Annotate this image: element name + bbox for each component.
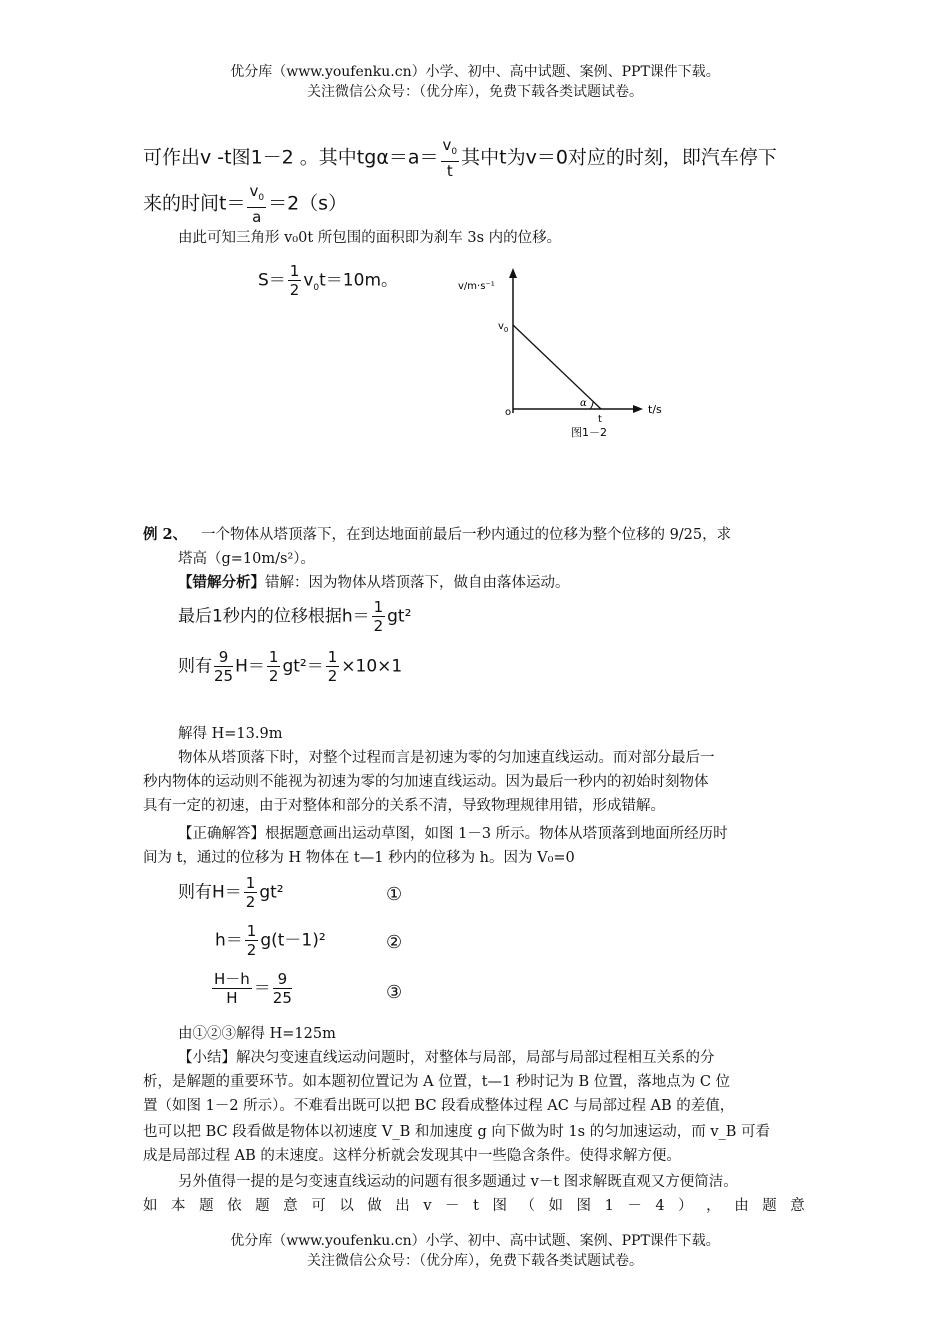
alpha-symbol: α — [376, 146, 389, 169]
numerator: 1 — [246, 922, 257, 940]
denominator: t — [446, 162, 453, 180]
origin-label: o — [505, 407, 512, 418]
fraction-half — [326, 648, 340, 685]
glyph: 出 — [395, 1198, 410, 1214]
glyph: 图 — [492, 1198, 507, 1214]
numerator: H－h — [214, 970, 250, 988]
fraction-H-h-over-H — [212, 970, 252, 1007]
text: g(t－1)² — [260, 930, 326, 951]
denominator: 2 — [246, 941, 257, 959]
denominator: 2 — [289, 281, 300, 299]
glyph: 题 — [255, 1198, 270, 1214]
v: v — [442, 136, 452, 154]
solve-correct: 由①②③解得 H=125m — [178, 1026, 336, 1042]
derivation-line-2 — [143, 182, 347, 226]
v0-label — [498, 321, 508, 334]
text: 可作出v -t图1－2 。其中tg — [143, 146, 377, 169]
glyph: 可 — [311, 1198, 326, 1214]
y-axis-label: v/m·s⁻¹ — [458, 281, 495, 292]
text: gt² — [387, 606, 412, 627]
glyph: 以 — [339, 1198, 354, 1214]
glyph: － — [445, 1198, 460, 1214]
fraction-v0-over-t — [441, 136, 460, 180]
v: v — [249, 182, 259, 200]
glyph: 4 — [655, 1198, 665, 1214]
footer-line-1: 优分库（www.youfenku.cn）小学、初中、高中试题、案例、PPT课件下载。 — [230, 1233, 720, 1249]
denominator: a — [252, 208, 262, 226]
text: v — [303, 270, 314, 291]
text: h＝ — [215, 930, 243, 951]
angle-arc — [590, 401, 593, 409]
example-2-line-2: 塔高（g=10m/s²）。 — [178, 551, 316, 567]
glyph: 本 — [171, 1198, 186, 1214]
fraction-half — [267, 648, 281, 685]
tag: 【错解分析】 — [178, 574, 265, 591]
glyph: 依 — [227, 1198, 242, 1214]
fraction-9-25 — [214, 648, 233, 685]
glyph: 如 — [143, 1198, 158, 1214]
glyph: 题 — [762, 1198, 777, 1214]
denominator: 25 — [272, 989, 292, 1007]
derivation-line-3: 由此可知三角形 v₀0t 所包围的面积即为刹车 3s 内的位移。 — [178, 230, 562, 246]
glyph: 做 — [367, 1198, 382, 1214]
header-line-1: 优分库（www.youfenku.cn）小学、初中、高中试题、案例、PPT课件下载。 — [230, 64, 720, 80]
correct-equation-2 — [215, 922, 326, 959]
summary-line1: 【小结】解决匀变速直线运动问题时，对整体与局部，局部与局部过程相互关系的分 — [178, 1050, 715, 1066]
glyph: 题 — [199, 1198, 214, 1214]
sub: 0 — [313, 282, 320, 293]
figure-1-2 — [450, 265, 670, 445]
fraction-half — [244, 874, 258, 911]
denominator: 2 — [245, 893, 256, 911]
denominator: 2 — [268, 667, 279, 685]
glyph: 图 — [576, 1198, 592, 1214]
glyph: （ — [520, 1198, 535, 1214]
circle-3: ③ — [386, 982, 403, 1003]
numerator: 9 — [273, 970, 292, 989]
text: gt² — [259, 882, 284, 903]
y-axis-arrow — [509, 268, 517, 278]
v: v — [498, 321, 504, 332]
x-axis-label: t/s — [648, 403, 662, 416]
circle-1: ① — [386, 884, 403, 905]
denominator: 25 — [214, 667, 234, 685]
text: S＝ — [258, 270, 286, 291]
glyph: v — [423, 1198, 432, 1214]
wrong-equation-2 — [178, 648, 402, 685]
numerator: 1 — [327, 648, 338, 666]
numerator: 1 — [245, 874, 256, 892]
denominator: 2 — [373, 617, 384, 635]
glyph: ， — [706, 1198, 721, 1214]
footer-line-2: 关注微信公众号：（优分库），免费下载各类试题试卷。 — [307, 1253, 643, 1269]
text: ×10×1 — [341, 656, 403, 677]
derivation-line-1 — [143, 136, 777, 180]
right-line2: 间为 t，通过的位移为 H 物体在 t—1 秒内的位移为 h。因为 V₀=0 — [143, 850, 575, 866]
glyph: － — [627, 1198, 642, 1214]
glyph: 如 — [548, 1198, 563, 1214]
example-label: 例 2、 — [143, 526, 188, 543]
wrong-equation-1 — [178, 598, 411, 635]
fraction-half — [288, 262, 302, 299]
text: 最后1秒内的位移根据h＝ — [178, 606, 370, 627]
text: ＝ — [253, 978, 271, 999]
velocity-line — [513, 325, 601, 409]
denominator: 2 — [327, 667, 338, 685]
text: ＝a＝ — [388, 146, 439, 169]
denominator: H — [226, 989, 238, 1007]
last-line1: 另外值得一提的是匀变速直线运动的问题有很多题通过 v－t 图求解既直观又方便简洁。 — [178, 1174, 738, 1190]
x-axis-arrow — [633, 405, 643, 413]
t-label: t — [598, 414, 602, 425]
text: 来的时间t＝ — [143, 192, 246, 215]
glyph: t — [473, 1198, 479, 1214]
text: 则有 — [178, 656, 212, 677]
summary-line2: 析，是解题的重要环节。如本题初位置记为 A 位置，t—1 秒时记为 B 位置，落地点为 C 位 — [143, 1074, 731, 1090]
fraction-9-25 — [273, 970, 292, 1007]
summary-line3: 置（如图 1－2 所示）。不难看出既可以把 BC 段看成整体过程 AC 与局部过程 AB 的差值， — [143, 1098, 735, 1114]
text: gt²＝ — [282, 656, 324, 677]
circle-2: ② — [386, 932, 403, 953]
summary-line4: 也可以把 BC 段看做是物体以初速度 V_B 和加速度 g 向下做为时 1s 的匀加速运动，而 v_B 可看 — [143, 1124, 771, 1140]
text: t＝10m。 — [319, 270, 398, 291]
sub: 0 — [451, 147, 458, 157]
example-2-line-1 — [143, 524, 731, 546]
alpha-label: α — [580, 398, 587, 409]
text: H＝ — [235, 656, 265, 677]
text: 则有H＝ — [178, 882, 242, 903]
glyph: ） — [678, 1198, 693, 1214]
header-line-2: 关注微信公众号：（优分库），免费下载各类试题试卷。 — [307, 84, 643, 100]
glyph: 由 — [734, 1198, 749, 1214]
glyph: 意 — [790, 1198, 805, 1214]
text: 错解：因为物体从塔顶落下，做自由落体运动。 — [265, 575, 570, 591]
solve-wrong: 解得 H=13.9m — [178, 726, 283, 742]
last-line2 — [143, 1195, 805, 1217]
sub: 0 — [503, 326, 509, 334]
glyph: 1 — [604, 1198, 614, 1214]
correct-equation-1 — [178, 874, 284, 911]
numerator: 1 — [373, 598, 384, 616]
fraction-v0-over-a — [247, 182, 266, 226]
fraction-half — [245, 922, 259, 959]
wrong-analysis — [178, 572, 570, 594]
summary-line5: 成是局部过程 AB 的末速度。这样分析就会发现其中一些隐含条件。使得求解方便。 — [143, 1148, 681, 1164]
sub: 0 — [258, 193, 265, 203]
para1-line3: 具有一定的初速，由于对整体和部分的关系不清，导致物理规律用错，形成错解。 — [143, 798, 665, 814]
fraction-half — [372, 598, 386, 635]
right-line1: 【正确解答】根据题意画出运动草图，如图 1－3 所示。物体从塔顶落到地面所经历时 — [178, 826, 728, 842]
para1-line1: 物体从塔顶落下时，对整个过程而言是初速为零的匀加速直线运动。而对部分最后一 — [178, 750, 715, 766]
para1-line2: 秒内物体的运动则不能视为初速为零的匀加速直线运动。因为最后一秒内的初始时刻物体 — [143, 774, 709, 790]
glyph: 意 — [283, 1198, 298, 1214]
text: 一个物体从塔顶落下，在到达地面前最后一秒内通过的位移为整个位移的 9/25，求 — [200, 527, 732, 543]
numerator: 1 — [268, 648, 279, 666]
text: ＝2（s） — [268, 192, 348, 215]
correct-equation-3 — [210, 970, 294, 1007]
numerator: 9 — [214, 648, 233, 667]
area-formula — [258, 262, 398, 299]
numerator: 1 — [289, 262, 300, 280]
text: 其中t为v＝0对应的时刻，即汽车停下 — [461, 146, 777, 169]
figure-caption: 图1－2 — [571, 426, 607, 439]
